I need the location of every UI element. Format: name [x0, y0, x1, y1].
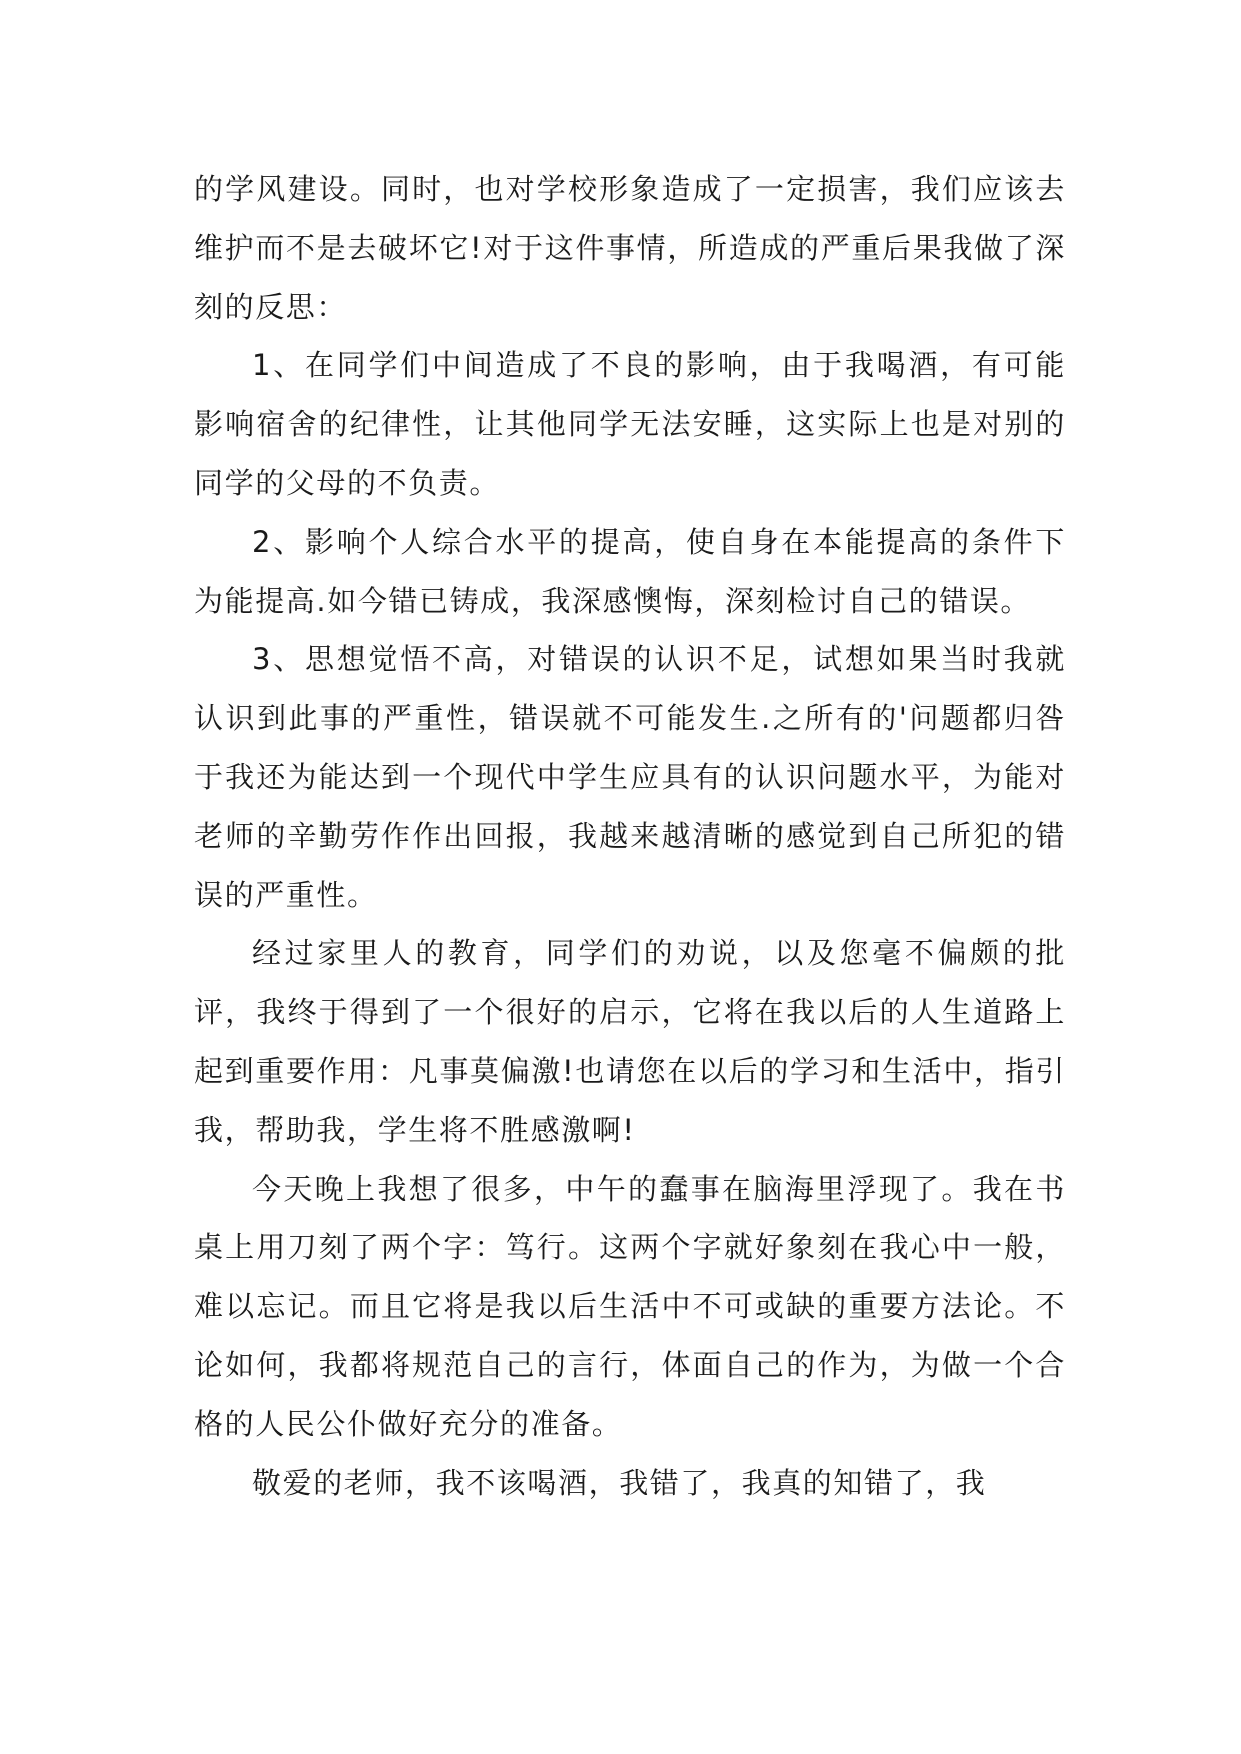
- paragraph-apology: 敬爱的老师，我不该喝酒，我错了，我真的知错了，我: [252, 1465, 987, 1500]
- document-body: [194, 160, 1066, 1512]
- paragraph-point-1: 1、在同学们中间造成了不良的影响，由于我喝酒，有可能影响宿舍的纪律性，让其他同学无法安睡，这实际上也是对别的同学的父母的不负责。: [194, 348, 1066, 500]
- paragraph-tonight: 今天晚上我想了很多，中午的蠢事在脑海里浮现了。我在书桌上用刀刻了两个字：笃行。这两个字就好象刻在我心中一般，难以忘记。而且它将是我以后生活中不可或缺的重要方法论。不论如何，我都将规范自己的言行，体面自己的作为，为做一个合格的人民公仆做好充分的准备。: [194, 1171, 1066, 1441]
- paragraph-reflection: 经过家里人的教育，同学们的劝说，以及您毫不偏颇的批评，我终于得到了一个很好的启示，它将在我以后的人生道路上起到重要作用：凡事莫偏激!也请您在以后的学习和生活中，指引我，帮助我，学生将不胜感激啊!: [194, 936, 1066, 1147]
- paragraph-point-2: 2、影响个人综合水平的提高，使自身在本能提高的条件下为能提高.如今错已铸成，我深感懊悔，深刻检讨自己的错误。: [194, 524, 1066, 618]
- paragraph-point-3: 3、思想觉悟不高，对错误的认识不足，试想如果当时我就认识到此事的严重性，错误就不可能发生.之所有的'问题都归咎于我还为能达到一个现代中学生应具有的认识问题水平，为能对老师的辛勤劳作作出回报，我越来越清晰的感觉到自己所犯的错误的严重性。: [194, 642, 1066, 912]
- paragraph-continuation: 的学风建设。同时，也对学校形象造成了一定损害，我们应该去维护而不是去破坏它!对于这件事情，所造成的严重后果我做了深刻的反思：: [194, 172, 1066, 324]
